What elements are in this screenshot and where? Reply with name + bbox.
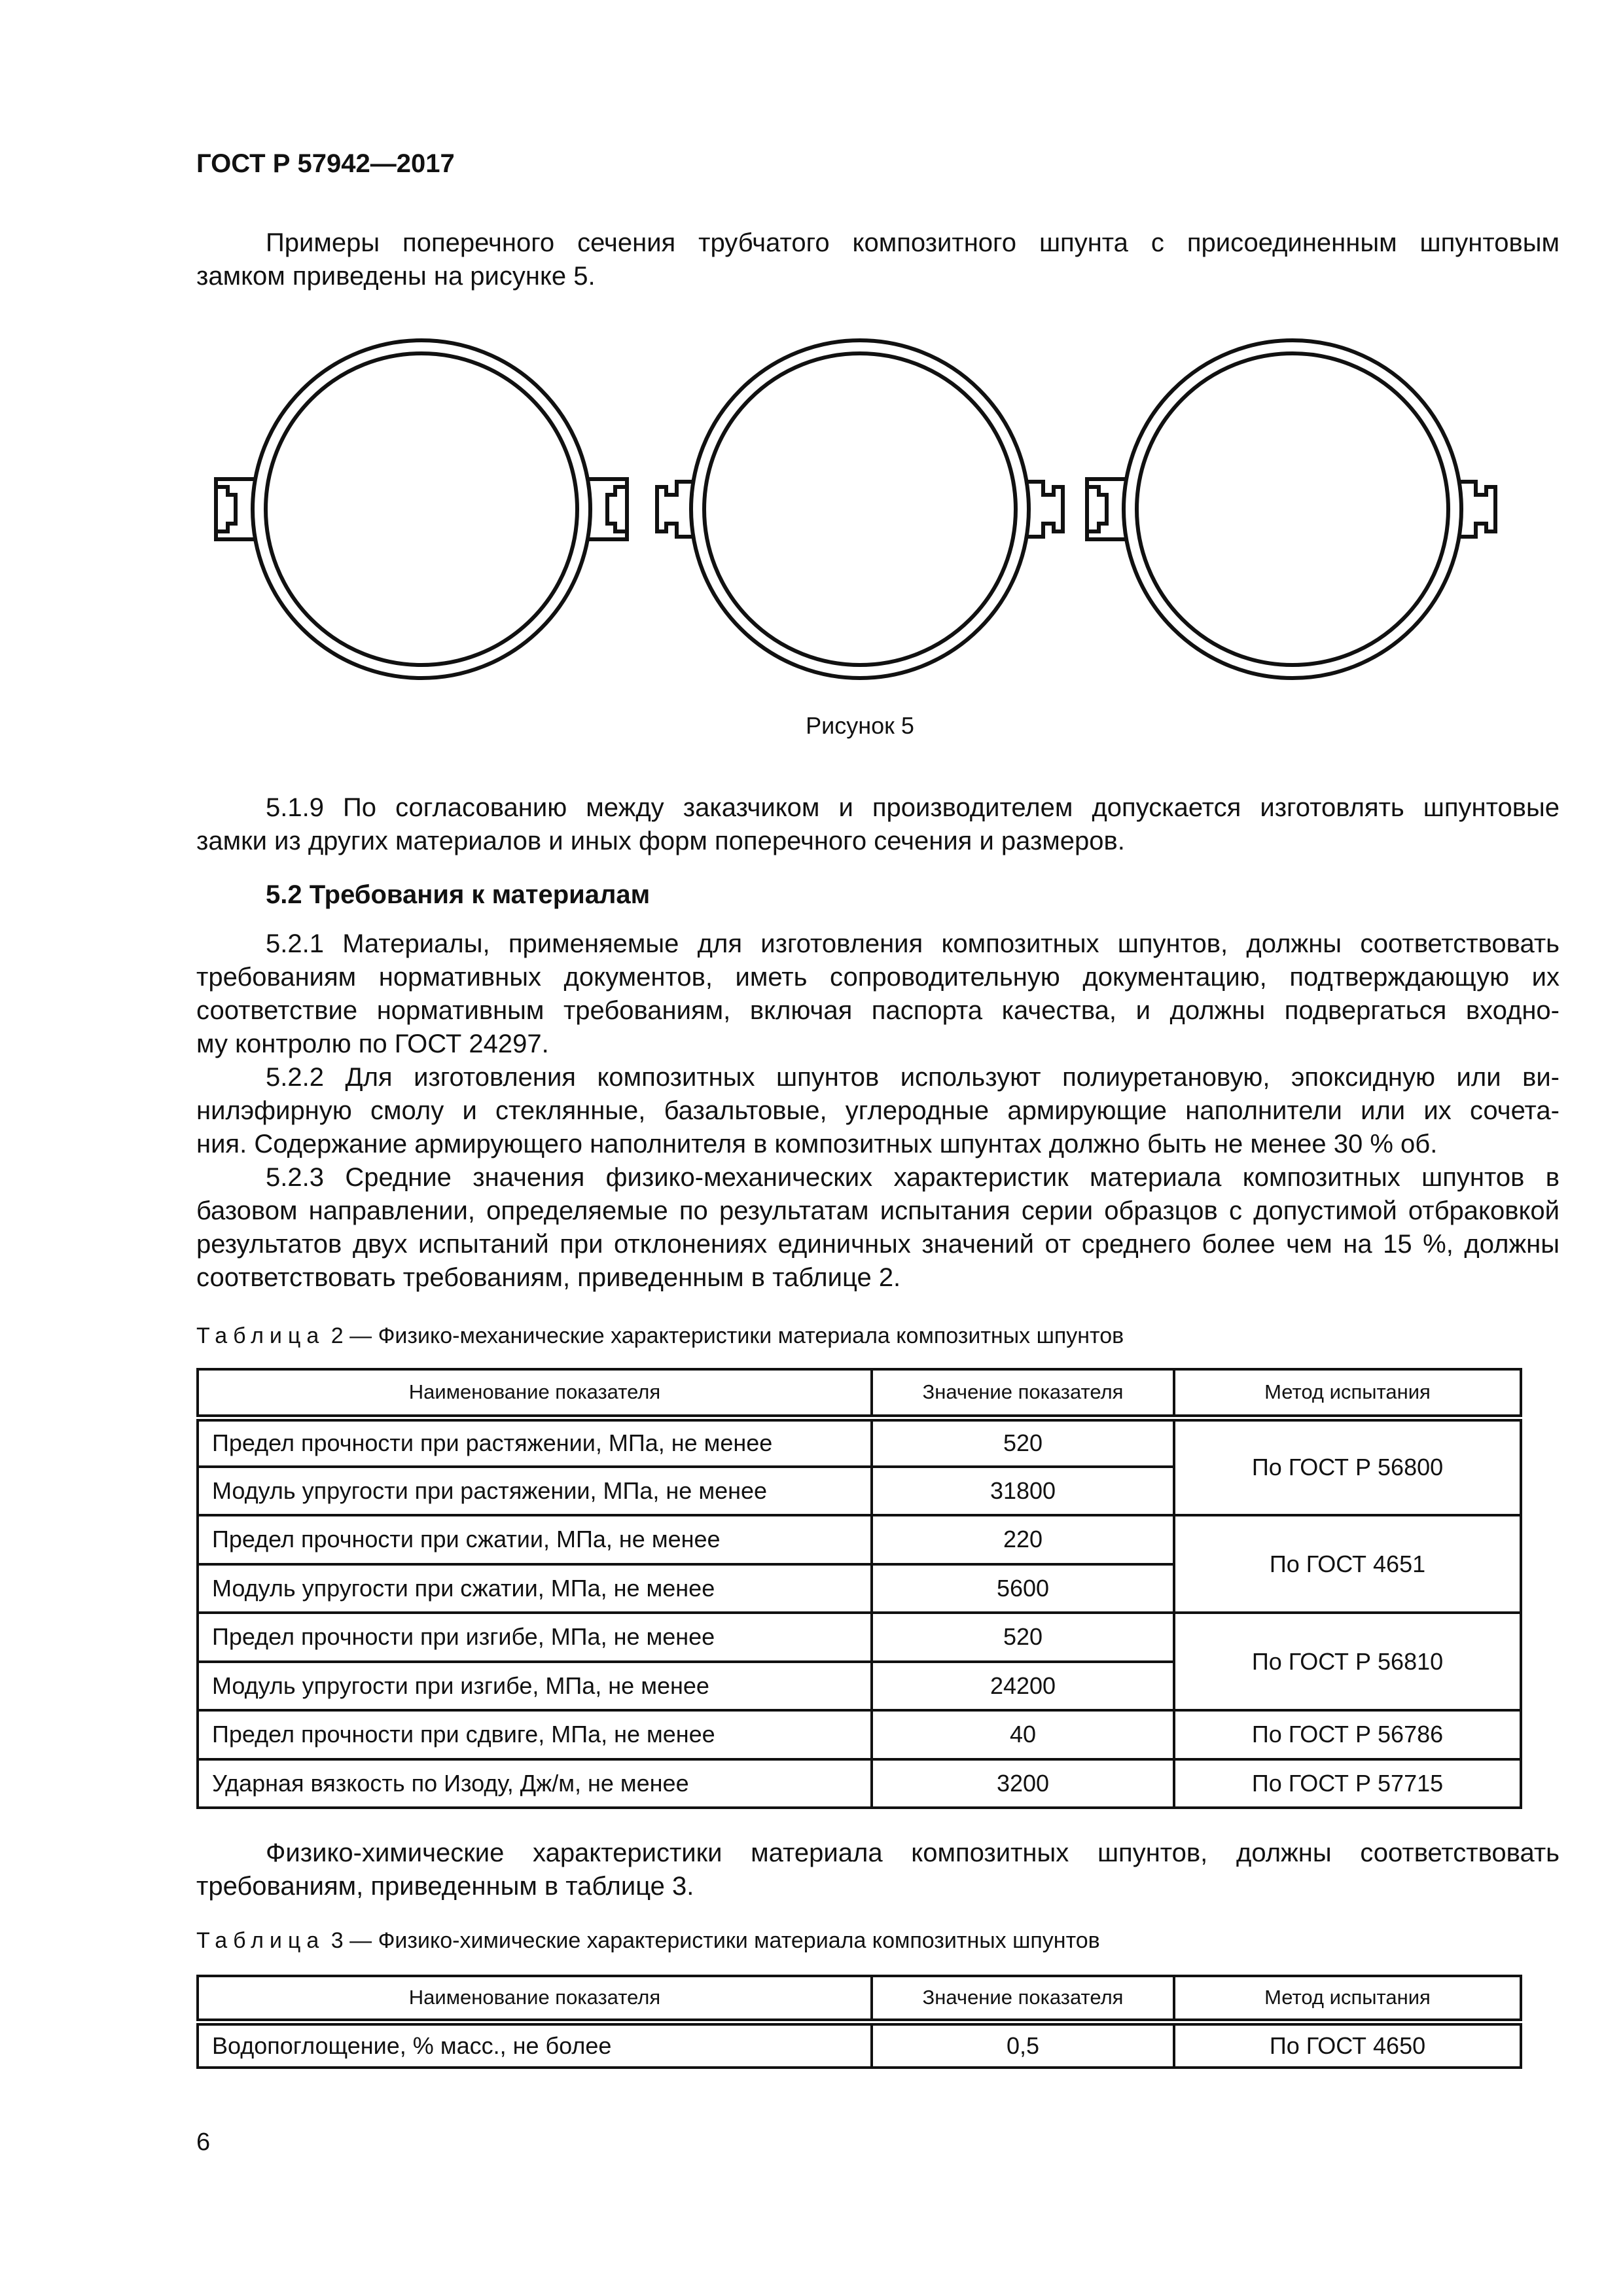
cell-value: 220 xyxy=(872,1515,1174,1564)
text-line: результатов двух испытаний при отклонениях единичных значений от среднего более чем на 15 %, должны xyxy=(196,1230,1560,1259)
table-row xyxy=(198,1710,1521,1759)
table-row xyxy=(198,1515,1521,1564)
cell-value: 520 xyxy=(872,1613,1174,1662)
cell-name: Ударная вязкость по Изоду, Дж/м, не менее xyxy=(198,1759,872,1808)
table-3-caption xyxy=(196,1928,1100,1954)
table-row xyxy=(198,2022,1521,2068)
text-line: замком приведены на рисунке 5. xyxy=(196,262,596,291)
text-line: нилэфирную смолу и стеклянные, базальтовые, углеродные армирующие наполнители или их сочета- xyxy=(196,1096,1560,1125)
text-line: базовом направлении, определяемые по результатам испытания серии образцов с допустимой отбраковкой xyxy=(196,1196,1560,1225)
text-line: 5.2.1 Материалы, применяемые для изготовления композитных шпунтов, должны соответствовать xyxy=(266,929,1560,958)
cell-value: 5600 xyxy=(872,1564,1174,1613)
figure-5-sheet-pile-cross-sections xyxy=(0,314,1623,707)
text-line: Примеры поперечного сечения трубчатого композитного шпунта с присоединенным шпунтовым xyxy=(266,228,1560,257)
pipe-outer-wall xyxy=(691,340,1029,678)
cell-method: По ГОСТ Р 56800 xyxy=(1174,1418,1521,1515)
text-line: Физико-химические характеристики материала композитных шпунтов, должны соответствовать xyxy=(266,1839,1560,1867)
table-row xyxy=(198,1759,1521,1808)
cell-name: Предел прочности при растяжении, МПа, не менее xyxy=(198,1418,872,1467)
column-header: Наименование показателя xyxy=(198,1369,872,1418)
cell-name: Предел прочности при изгибе, МПа, не менее xyxy=(198,1613,872,1662)
female-lock-groove xyxy=(1087,487,1107,531)
cell-method: По ГОСТ Р 56810 xyxy=(1174,1613,1521,1710)
figure-caption: Рисунок 5 xyxy=(806,712,914,739)
pipe-outer-wall xyxy=(253,340,590,678)
column-header: Значение показателя xyxy=(872,1976,1174,2022)
paragraph-after-table-2 xyxy=(196,1837,1560,1903)
table-2-caption xyxy=(196,1323,1124,1349)
text-line: соответствовать требованиям, приведенным в таблице 2. xyxy=(196,1263,901,1292)
cell-name: Водопоглощение, % масс., не более xyxy=(198,2022,872,2068)
cell-name: Модуль упругости при изгибе, МПа, не менее xyxy=(198,1662,872,1711)
caption-prefix: Таблица xyxy=(196,1323,325,1348)
table-header-row xyxy=(198,1976,1521,2022)
section-5-2-body xyxy=(196,927,1560,1295)
column-header: Наименование показателя xyxy=(198,1976,872,2022)
page-number: 6 xyxy=(196,2128,211,2156)
caption-prefix: Таблица xyxy=(196,1928,325,1953)
column-header: Метод испытания xyxy=(1174,1369,1521,1418)
pipe-outer-wall xyxy=(1124,340,1461,678)
cell-value: 24200 xyxy=(872,1662,1174,1711)
paragraph-5-1-9 xyxy=(196,791,1560,858)
cell-value: 520 xyxy=(872,1418,1174,1467)
table-row xyxy=(198,1418,1521,1467)
column-header: Значение показателя xyxy=(872,1369,1174,1418)
cell-value: 31800 xyxy=(872,1467,1174,1516)
text-line: замки из других материалов и иных форм поперечного сечения и размеров. xyxy=(196,827,1125,855)
cell-name: Модуль упругости при сжатии, МПа, не менее xyxy=(198,1564,872,1613)
cell-value: 3200 xyxy=(872,1759,1174,1808)
cell-value: 0,5 xyxy=(872,2022,1174,2068)
table-row xyxy=(198,1613,1521,1662)
cell-name: Модуль упругости при растяжении, МПа, не менее xyxy=(198,1467,872,1516)
cell-name: Предел прочности при сдвиге, МПа, не менее xyxy=(198,1710,872,1759)
text-line: требованиям, приведенным в таблице 3. xyxy=(196,1872,694,1901)
text-line: 5.1.9 По согласованию между заказчиком и производителем допускается изготовлять шпунтовые xyxy=(266,793,1560,822)
cell-method: По ГОСТ Р 57715 xyxy=(1174,1759,1521,1808)
table-header-row xyxy=(198,1369,1521,1418)
female-lock-groove xyxy=(607,487,627,531)
cell-name: Предел прочности при сжатии, МПа, не менее xyxy=(198,1515,872,1564)
cell-method: По ГОСТ Р 56786 xyxy=(1174,1710,1521,1759)
caption-text: 2 — Физико-механические характеристики материала композитных шпунтов xyxy=(330,1323,1124,1348)
section-heading-5-2: 5.2 Требования к материалам xyxy=(266,880,651,909)
female-lock-groove xyxy=(216,487,236,531)
intro-paragraph xyxy=(196,226,1560,293)
cell-method: По ГОСТ 4650 xyxy=(1174,2022,1521,2068)
caption-text: 3 — Физико-химические характеристики материала композитных шпунтов xyxy=(330,1928,1100,1953)
text-line: 5.2.2 Для изготовления композитных шпунтов используют полиуретановую, эпоксидную или ви- xyxy=(266,1063,1560,1092)
column-header: Метод испытания xyxy=(1174,1976,1521,2022)
male-lock-outline xyxy=(657,482,694,537)
male-lock-outline xyxy=(1459,482,1495,537)
document-header: ГОСТ Р 57942—2017 xyxy=(196,149,455,178)
text-line: ния. Содержание армирующего наполнителя в композитных шпунтах должно быть не менее 30 % об. xyxy=(196,1130,1438,1158)
male-lock-outline xyxy=(1026,482,1063,537)
text-line: требованиям нормативных документов, иметь сопроводительную документацию, подтверждающую их xyxy=(196,963,1560,992)
table-2 xyxy=(196,1368,1522,1809)
text-line: соответствие нормативным требованиям, включая паспорта качества, и должны подвергаться входно- xyxy=(196,996,1560,1025)
cell-method: По ГОСТ 4651 xyxy=(1174,1515,1521,1613)
text-line: му контролю по ГОСТ 24297. xyxy=(196,1030,549,1058)
table-3 xyxy=(196,1975,1522,2069)
cell-value: 40 xyxy=(872,1710,1174,1759)
text-line: 5.2.3 Средние значения физико-механических характеристик материала композитных шпунтов в xyxy=(266,1163,1560,1192)
